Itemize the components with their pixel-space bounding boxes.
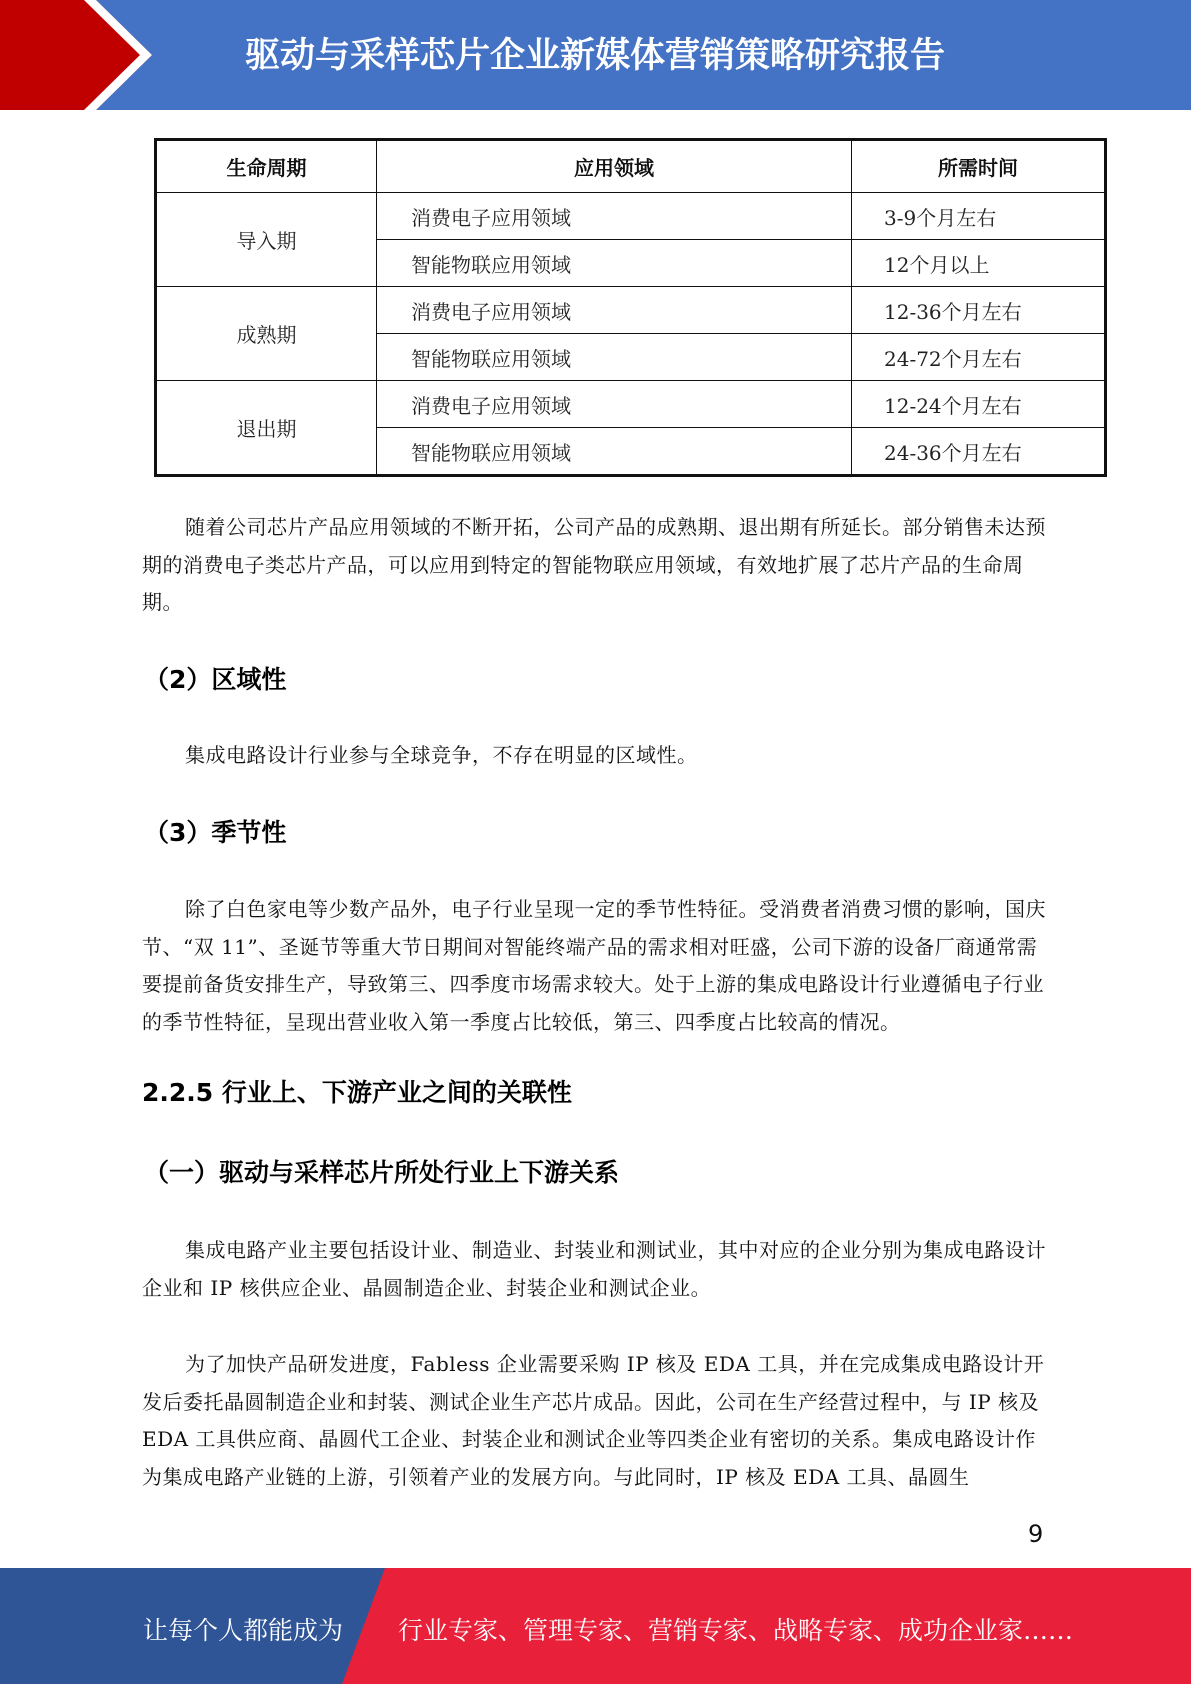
field-cell: 消费电子应用领域: [377, 287, 852, 334]
table-row: [156, 381, 1106, 428]
field-cell: 智能物联应用领域: [377, 334, 852, 381]
lifecycle-table-wrap: [154, 138, 1107, 477]
time-cell: 3-9个月左右: [852, 193, 1106, 240]
table-row: [156, 287, 1106, 334]
field-cell: 智能物联应用领域: [377, 428, 852, 476]
column-header: 所需时间: [852, 140, 1106, 193]
footer-slogan-right: 行业专家、管理专家、营销专家、战略专家、成功企业家……: [398, 1616, 1074, 1645]
stage-cell: 成熟期: [156, 287, 377, 381]
report-title: 驱动与采样芯片企业新媒体营销策略研究报告: [245, 36, 946, 76]
column-header: 应用领域: [377, 140, 852, 193]
stage-cell: 导入期: [156, 193, 377, 287]
lifecycle-table: [154, 138, 1107, 477]
field-cell: 智能物联应用领域: [377, 240, 852, 287]
paragraph-fabless: 为了加快产品研发进度，Fabless 企业需要采购 IP 核及 EDA 工具，并在完成集成电路设计开发后委托晶圆制造企业和封装、测试企业生产芯片成品。因此，公司在生产经营过程中，与 IP 核及 EDA 工具供应商、晶圆代工企业、封装企业和测试企业等四类企业有密切的关系。集成电路设计作为集成电路产业链的上游，引领着产业的发展方向。与此同时，IP 核及 EDA 工具、晶圆生: [142, 1352, 1045, 1489]
stage-cell: 退出期: [156, 381, 377, 476]
heading-upstream-downstream: （一）驱动与采样芯片所处行业上下游关系: [144, 1158, 620, 1187]
heading-region: （2）区域性: [144, 665, 287, 694]
footer-banner: [0, 1568, 1191, 1684]
table-row: [156, 193, 1106, 240]
time-cell: 24-72个月左右: [852, 334, 1106, 381]
footer-slogan-left: 让每个人都能成为: [143, 1616, 344, 1645]
time-cell: 12-36个月左右: [852, 287, 1106, 334]
field-cell: 消费电子应用领域: [377, 381, 852, 428]
header-banner: [0, 0, 1191, 110]
page-number: 9: [1028, 1520, 1044, 1548]
heading-seasonality: （3）季节性: [144, 818, 287, 847]
table-header-row: [156, 140, 1106, 193]
time-cell: 12-24个月左右: [852, 381, 1106, 428]
paragraph-region: 集成电路设计行业参与全球竞争，不存在明显的区域性。: [185, 743, 698, 767]
time-cell: 12个月以上: [852, 240, 1106, 287]
paragraph-lifecycle: 随着公司芯片产品应用领域的不断开拓，公司产品的成熟期、退出期有所延长。部分销售未达预期的消费电子类芯片产品，可以应用到特定的智能物联应用领域，有效地扩展了芯片产品的生命周期。: [142, 515, 1046, 614]
time-cell: 24-36个月左右: [852, 428, 1106, 476]
column-header: 生命周期: [156, 140, 377, 193]
paragraph-ic-industry: 集成电路产业主要包括设计业、制造业、封装业和测试业，其中对应的企业分别为集成电路设计企业和 IP 核供应企业、晶圆制造企业、封装企业和测试企业。: [142, 1238, 1046, 1300]
field-cell: 消费电子应用领域: [377, 193, 852, 240]
paragraph-seasonality: 除了白色家电等少数产品外，电子行业呈现一定的季节性特征。受消费者消费习惯的影响，国庆节、“双 11”、圣诞节等重大节日期间对智能终端产品的需求相对旺盛，公司下游的设备厂商通常需要提前备货安排生产，导致第三、四季度市场需求较大。处于上游的集成电路设计行业遵循电子行业的季节性特征，呈现出营业收入第一季度占比较低，第三、四季度占比较高的情况。: [142, 897, 1046, 1034]
heading-section-2-2-5: 2.2.5 行业上、下游产业之间的关联性: [142, 1078, 572, 1107]
